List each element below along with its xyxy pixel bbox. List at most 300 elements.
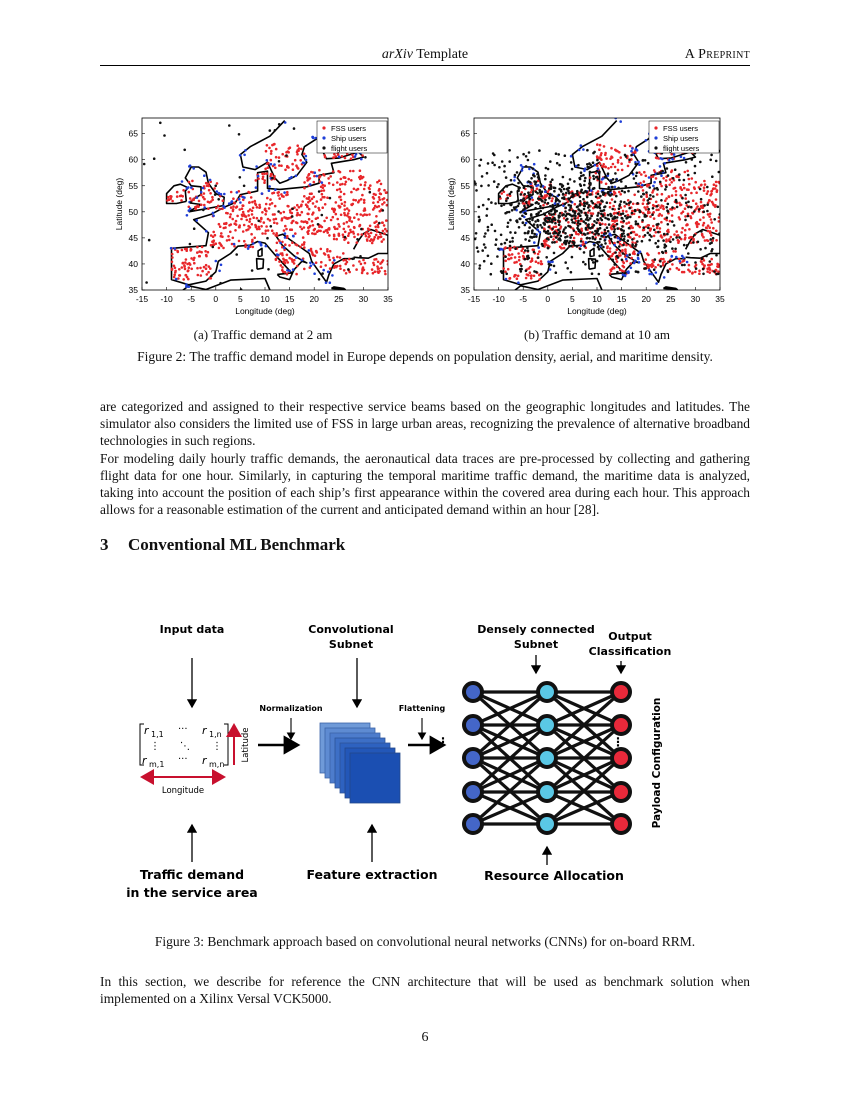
data-point [277,194,280,197]
data-point [537,202,540,205]
data-point [235,253,238,256]
data-point [343,269,346,272]
data-point [708,226,711,229]
data-point [578,149,581,152]
data-point [313,196,316,199]
data-point [343,212,346,215]
data-point [703,204,706,207]
data-point [299,246,302,249]
data-point [533,163,536,166]
data-point [538,149,541,152]
data-point [299,214,302,217]
data-point [669,241,672,244]
data-point [534,220,537,223]
data-point [372,208,375,211]
data-point [183,265,186,268]
data-point [195,219,198,222]
data-point [564,207,567,210]
data-point [614,149,617,152]
data-point [335,238,338,241]
network-node [538,749,556,767]
data-point [678,268,681,271]
data-point [666,216,669,219]
data-point [555,271,558,274]
data-point [674,187,677,190]
data-point [320,190,323,193]
data-point [252,207,255,210]
data-point [688,183,691,186]
data-point [619,254,622,257]
data-point [483,235,486,238]
data-point [642,159,645,162]
data-point [478,164,481,167]
data-point [603,206,606,209]
data-point [665,197,668,200]
data-point [250,196,253,199]
data-point [490,262,493,265]
data-point [188,285,191,288]
section-title: Conventional ML Benchmark [128,535,346,554]
data-point [656,187,659,190]
y-tick-label: 50 [460,206,470,217]
data-point [568,204,571,207]
data-point [674,250,677,253]
data-point [593,151,596,154]
data-point [656,172,659,175]
data-point [282,270,285,273]
data-point [235,220,238,223]
data-point [303,246,306,249]
data-point [558,216,561,219]
data-point [490,223,493,226]
data-point [483,243,486,246]
data-point [624,144,627,147]
data-point [576,194,579,197]
data-point [222,247,225,250]
data-point [500,205,503,208]
data-point [481,249,484,252]
data-point [587,206,590,209]
data-point [596,164,599,167]
data-point [196,246,199,249]
data-point [558,221,561,224]
data-point [193,262,196,265]
data-point [163,134,166,137]
data-point [604,176,607,179]
data-point [510,257,513,260]
data-point [284,169,287,172]
data-point [617,187,620,190]
data-point [560,225,563,228]
data-point [284,232,287,235]
data-point [627,190,630,193]
data-point [176,195,179,198]
data-point [695,191,698,194]
data-point [634,163,637,166]
data-point [566,267,569,270]
svg-text:r: r [202,754,207,767]
data-point [247,225,250,228]
data-point [580,144,583,147]
data-point [533,223,536,226]
data-point [249,208,252,211]
data-point [166,199,169,202]
data-point [600,199,603,202]
data-point [570,271,573,274]
data-point [239,154,242,157]
data-point [586,237,589,240]
data-point [485,214,488,217]
data-point [646,195,649,198]
data-point [300,148,303,151]
data-point [493,180,496,183]
data-point [253,237,256,240]
y-tick-label: 55 [460,180,470,191]
data-point [591,231,594,234]
data-point [608,223,611,226]
data-point [601,232,604,235]
data-point [681,227,684,230]
data-point [378,198,381,201]
data-point [513,261,516,264]
data-point [655,282,658,285]
data-point [558,194,561,197]
data-point [555,225,558,228]
data-point [700,184,703,187]
data-point [493,164,496,167]
data-point [377,261,380,264]
data-point [599,223,602,226]
data-point [143,163,146,166]
data-point [597,219,600,222]
data-point [688,228,691,231]
data-point [620,200,623,203]
data-point [354,155,357,158]
x-tick-label: -10 [492,294,505,304]
data-point [678,202,681,205]
data-point [599,203,602,206]
data-point [496,186,499,189]
data-point [599,227,602,230]
data-point [376,270,379,273]
data-point [496,255,499,258]
data-point [616,255,619,258]
data-point [352,170,355,173]
data-point [302,161,305,164]
data-point [675,194,678,197]
figure-2-caption: Figure 2: The traffic demand model in Europe depends on population density, aerial, and maritime density. [137,349,713,364]
data-point [348,258,351,261]
data-point [369,225,372,228]
data-point [607,230,610,233]
data-point [352,264,355,267]
data-point [687,252,690,255]
data-point [188,266,191,269]
data-point [645,215,648,218]
data-point [612,205,615,208]
data-point [270,152,273,155]
data-point [500,243,503,246]
data-point [283,211,286,214]
data-point [251,269,254,272]
data-point [527,159,530,162]
x-tick-label: 5 [238,294,243,304]
data-point [618,205,621,208]
data-point [603,232,606,235]
data-point [153,157,156,160]
data-point [228,202,231,205]
data-point [644,234,647,237]
data-point [662,264,665,267]
data-point [491,161,494,164]
data-point [623,266,626,269]
data-point [634,210,637,213]
data-point [522,202,525,205]
data-point [335,201,338,204]
data-point [372,196,375,199]
input-data-label: Input data [159,623,225,636]
data-point [280,164,283,167]
data-point [383,201,386,204]
data-point [699,161,702,164]
data-point [648,273,651,276]
data-point [628,159,631,162]
data-point [308,196,311,199]
data-point [353,236,356,239]
data-point [554,222,557,225]
data-point [580,238,583,241]
data-point [306,231,309,234]
data-point [708,215,711,218]
data-point [604,229,607,232]
data-point [609,232,612,235]
data-point [203,174,206,177]
data-point [548,263,551,266]
data-point [295,175,298,178]
data-point [513,179,516,182]
data-point [203,204,206,207]
traffic-demand-label-line2: in the service area [126,885,258,900]
data-point [616,227,619,230]
data-point [563,203,566,206]
data-point [534,207,537,210]
data-point [380,183,383,186]
data-point [359,169,362,172]
data-point [555,199,558,202]
data-point [696,223,699,226]
data-point [242,199,245,202]
data-point [597,246,600,249]
data-point [661,236,664,239]
data-point [648,186,651,189]
data-point [535,235,538,238]
data-point [362,259,365,262]
data-point [547,260,550,263]
data-point [560,183,563,186]
data-point [715,254,718,257]
data-point [478,219,481,222]
data-point [577,224,580,227]
data-point [200,251,203,254]
data-point [217,198,220,201]
data-point [338,156,341,159]
data-point [350,157,353,160]
data-point [606,226,609,229]
x-tick-label: -5 [519,294,527,304]
data-point [580,240,583,243]
data-point [664,199,667,202]
data-point [588,193,591,196]
data-point [288,270,291,273]
data-point [235,206,238,209]
data-point [243,154,246,157]
data-point [321,272,324,275]
svg-text:m,n: m,n [209,760,225,769]
data-point [219,282,222,285]
data-point [627,233,630,236]
data-point [540,273,543,276]
data-point [364,181,367,184]
data-point [589,217,592,220]
data-point [611,198,614,201]
data-point [364,262,367,265]
data-point [604,239,607,242]
data-point [680,231,683,234]
data-point [506,185,509,188]
data-point [363,207,366,210]
data-point [660,221,663,224]
data-point [631,245,634,248]
data-point [547,202,550,205]
data-point [570,215,573,218]
data-point [607,191,610,194]
data-point [684,238,687,241]
data-point [623,201,626,204]
data-point [548,197,551,200]
data-point [517,281,520,284]
data-point [196,251,199,254]
data-point [276,242,279,245]
data-point [605,157,608,160]
data-point [501,189,504,192]
data-point [601,219,604,222]
data-point [661,158,664,161]
data-point [501,160,504,163]
data-point [621,235,624,238]
data-point [215,260,218,263]
data-point [348,209,351,212]
y-tick-label: 55 [128,180,138,191]
data-point [269,129,272,132]
data-point [538,250,541,253]
data-point [306,206,309,209]
data-point [377,226,380,229]
data-point [199,267,202,270]
data-point [525,277,528,280]
data-point [614,186,617,189]
section-number: 3 [100,535,109,554]
data-point [549,160,552,163]
data-point [702,273,705,276]
network-node [612,683,630,701]
data-point [613,244,616,247]
svg-text:⋮: ⋮ [437,735,449,749]
data-point [358,199,361,202]
data-point [669,178,672,181]
data-point [293,127,296,130]
data-point [382,209,385,212]
network-node [464,749,482,767]
data-point [321,206,324,209]
data-point [246,219,249,222]
network-node [464,783,482,801]
data-point [338,233,341,236]
data-point [324,156,327,159]
data-point [669,268,672,271]
data-point [666,167,669,170]
data-point [650,235,653,238]
data-point [346,207,349,210]
data-point [606,201,609,204]
data-point [377,267,380,270]
flattening-label: Flattening [398,704,446,713]
data-point [239,201,242,204]
data-point [529,236,532,239]
data-point [365,231,368,234]
data-point [518,259,521,262]
data-point [597,178,600,181]
data-point [351,220,354,223]
data-point [582,192,585,195]
data-point [291,220,294,223]
data-point [189,197,192,200]
longitude-label: Longitude [161,786,205,796]
data-point [621,259,624,262]
data-point [614,220,617,223]
svg-text:1,n: 1,n [209,730,222,739]
data-point [584,177,587,180]
data-point [298,206,301,209]
data-point [620,180,623,183]
data-point [544,201,547,204]
data-point [286,269,289,272]
data-point [295,273,298,276]
data-point [507,268,510,271]
data-point [291,163,294,166]
data-point [313,175,316,178]
data-point [267,162,270,165]
data-point [577,164,580,167]
data-point [617,237,620,240]
data-point [633,194,636,197]
data-point [527,249,530,252]
data-point [184,268,187,271]
data-point [706,186,709,189]
data-point [620,238,623,241]
section-heading [100,535,345,555]
data-point [254,202,257,205]
data-point [191,180,194,183]
data-point [701,233,704,236]
data-point [226,239,229,242]
data-point [255,179,258,182]
data-point [477,250,480,253]
data-point [373,221,376,224]
data-point [572,210,575,213]
data-point [590,189,593,192]
data-point [174,247,177,250]
x-tick-label: 15 [284,294,295,304]
